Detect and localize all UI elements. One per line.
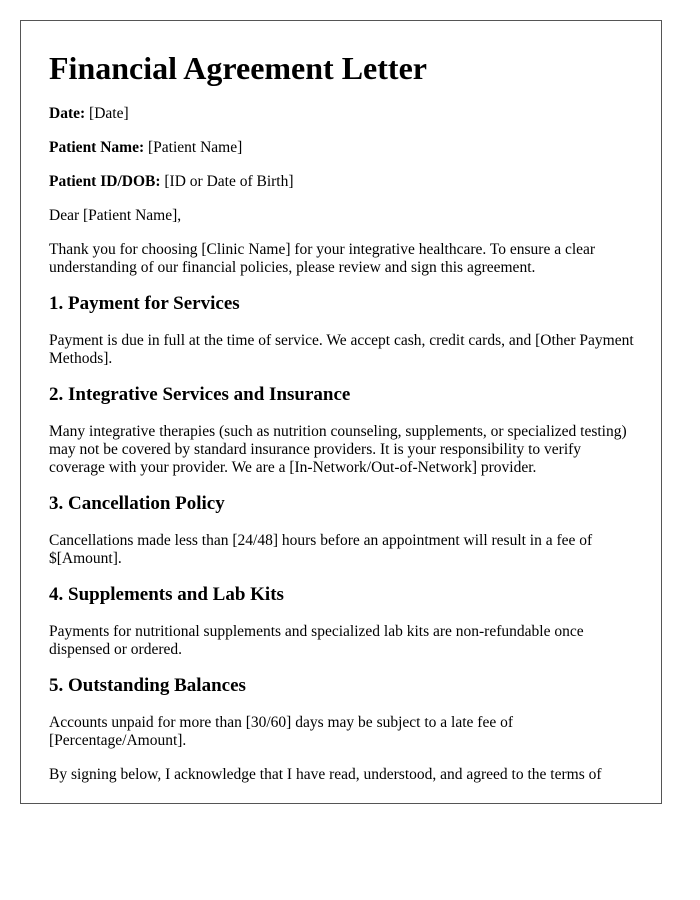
date-field [49,105,639,123]
closing-paragraph: By signing below, I acknowledge that I have read, understood, and agreed to the terms of [49,766,602,783]
patient-name-field [49,139,639,157]
page-title: Financial Agreement Letter [49,50,427,86]
section-heading-balances: 5. Outstanding Balances [49,675,246,696]
section-body-payment: Payment is due in full at the time of service. We accept cash, credit cards, and [Other Payment Methods]. [49,332,634,367]
section-heading-insurance: 2. Integrative Services and Insurance [49,384,351,405]
patient-id-field [49,173,639,191]
section-heading-payment: 1. Payment for Services [49,293,240,314]
patient-id-value: [ID or Date of Birth] [160,173,294,190]
section-body-supplements: Payments for nutritional supplements and specialized lab kits are non-refundable once dispensed or ordered. [49,623,584,658]
section-heading-cancellation: 3. Cancellation Policy [49,493,225,514]
letter-page [20,20,662,804]
salutation: Dear [Patient Name], [49,207,182,224]
date-value: [Date] [85,105,129,122]
patient-id-label: Patient ID/DOB: [49,173,161,190]
section-heading-supplements: 4. Supplements and Lab Kits [49,584,284,605]
section-body-balances: Accounts unpaid for more than [30/60] days may be subject to a late fee of [Percentage/Amount]. [49,714,513,749]
letter-content [49,48,639,800]
patient-name-value: [Patient Name] [144,139,243,156]
intro-paragraph: Thank you for choosing [Clinic Name] for your integrative healthcare. To ensure a clear understanding of our financial policies, please review and sign this agreement. [49,241,596,276]
section-body-insurance: Many integrative therapies (such as nutrition counseling, supplements, or specialized testing) may not be covered by standard insurance providers. It is your responsibility to verify coverage with your provider. We are a [In-Network/Out-of-Network] provider. [49,423,627,476]
patient-name-label: Patient Name: [49,139,145,156]
section-body-cancellation: Cancellations made less than [24/48] hours before an appointment will result in a fee of $[Amount]. [49,532,593,567]
date-label: Date: [49,105,86,122]
